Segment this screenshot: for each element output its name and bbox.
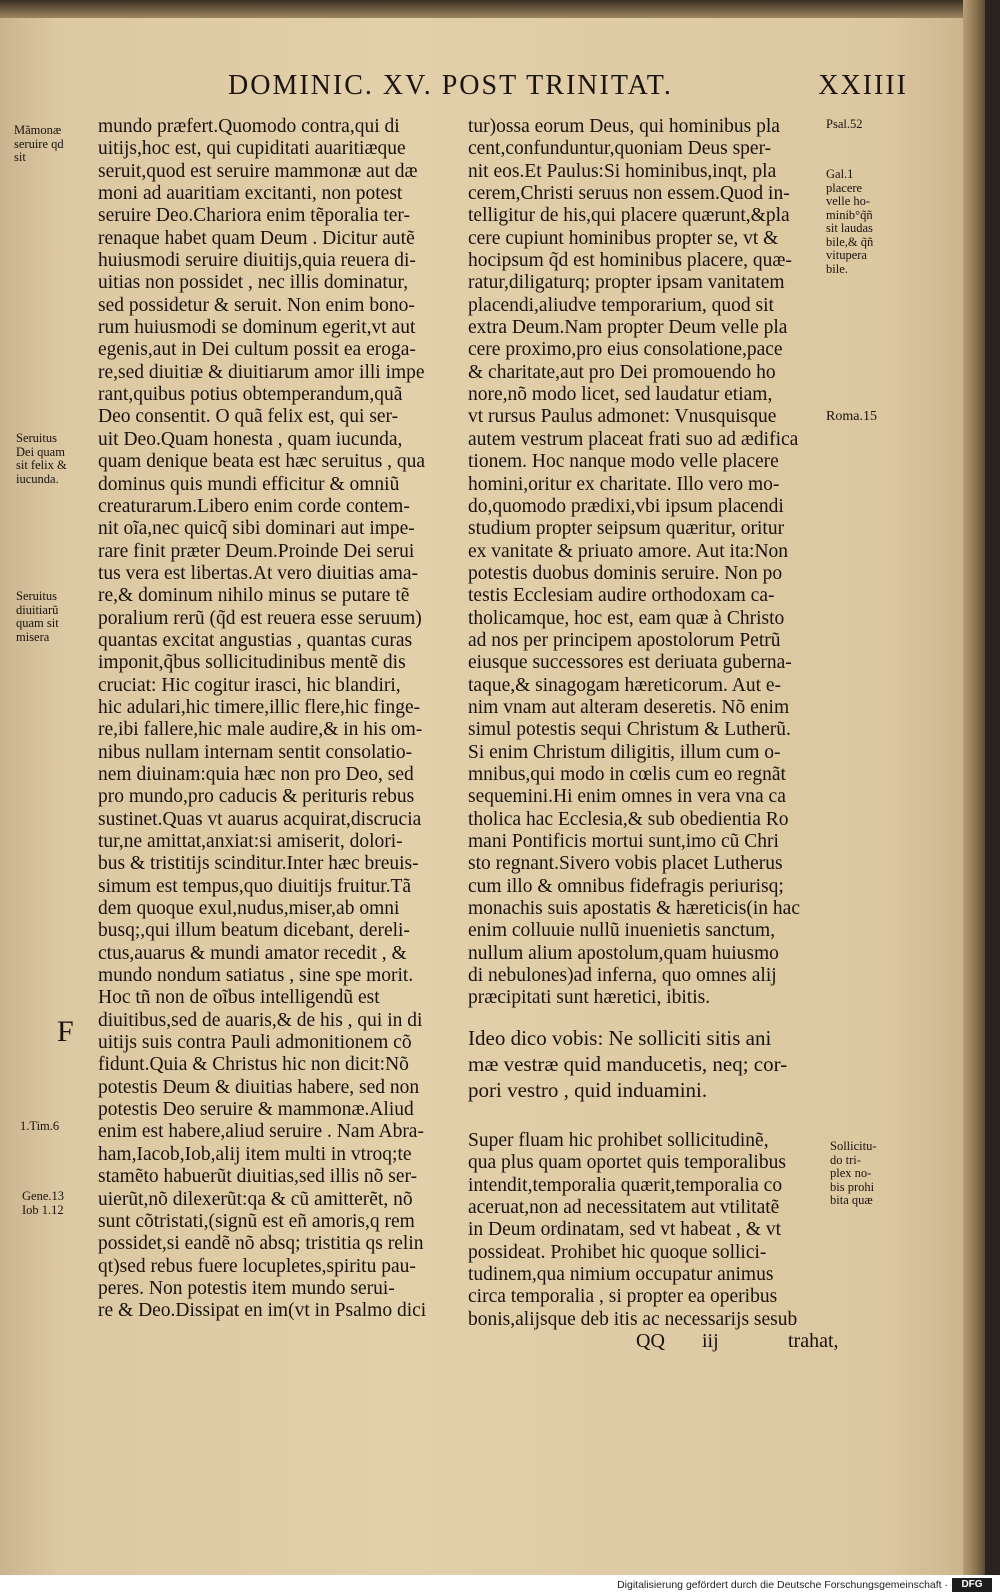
text-line: seruire Deo.Chariora enim tẽporalia ter- [98,205,411,227]
text-line: re,ibi fallere,hic male audire,& in his om- [98,719,423,741]
text-line: potestis Deo seruire & mammonæ.Aliud [98,1099,414,1121]
text-line: sto regnant.Sivero vobis placet Lutherus [468,853,783,875]
text-line: potestis Deum & diuitias habere, sed non [98,1076,420,1098]
text-line: sequemini.Hi enim omnes in vera vna ca [468,786,786,808]
page-edge [963,0,985,1575]
text-line: quam denique beata est hæc seruitus , qua [98,451,426,473]
text-line: mnibus,qui modo in cœlis cum eo regnãt [468,763,786,785]
text-line: qua plus quam oportet quis temporalibus [468,1152,786,1174]
text-line: enim colluuie nullũ inuenietis sanctum, [468,920,776,942]
running-title: DOMINIC. XV. POST TRINITAT. [228,70,673,101]
text-line: mani Pontificis mortui sunt,imo cũ Chri [468,831,779,852]
text-line: Hoc tñ non de oĩbus intelligendũ est [98,987,380,1009]
text-line: enim est habere,aliud seruire . Nam Abra- [98,1121,424,1143]
text-line: re,& dominum nihilo minus se putare tẽ [98,585,410,607]
text-line: rant,quibus potius obtemperandum,quã [98,384,403,406]
right-text-column-continued [468,1130,823,1331]
text-line: possidet,si eandẽ nõ absq; tristitia qs relin [98,1233,424,1255]
text-line: fidunt.Quia & Christus hic non dicit:Nõ [98,1054,409,1076]
text-line: imponit,q̃bus sollicitudinibus mentẽ dis [98,652,406,674]
text-line: uitijs suis contra Pauli admonitionem cõ [98,1032,412,1054]
text-line: ad nos per principem apostolorum Petrũ [468,629,781,651]
funding-credit: Digitalisierung gefördert durch die Deutsche Forschungsgemeinschaft · [617,1579,948,1591]
text-line: bonis,alijsque deb itis ac necessarijs sesub [468,1308,798,1330]
text-line: re,sed diuitiæ & diuitiarum amor illi impe [98,361,425,383]
text-line: dem quoque exul,nudus,miser,ab omni [98,898,400,920]
text-line: & charitate,aut pro Dei promouendo ho [468,361,776,383]
folio-number: XXIIII [818,70,908,101]
text-line: creaturarum.Libero enim corde contem- [98,495,410,517]
text-line: tholicamque, hoc est, eam quæ à Christo [468,607,785,629]
right-text-column [468,116,823,1010]
text-line: tur)ossa eorum Deus, qui hominibus pla [468,116,780,137]
text-line: præcipitati sunt hæretici, ibitis. [468,987,711,1009]
text-line: rum huiusmodi se dominum egerit,vt aut [98,317,416,339]
text-line: cruciat: Hic cogitur irasci, hic blandiri, [98,674,401,696]
text-line: uitijs,hoc est, qui cupiditati auaritiæque [98,138,406,160]
text-line: uit Deo.Quam honesta , quam iucunda, [98,428,403,450]
text-line: circa temporalia , si propter ea operibus [468,1286,778,1308]
text-line: vt rursus Paulus admonet: Vnusquisque [468,406,777,428]
left-text-column [98,116,448,1323]
margin-note-gal: Gal.1 placere velle ho- minib°q̃ñ sit laudas bile,& q̃ñ vitupera bile. [826,167,874,276]
text-line: rare finit præter Deum.Proinde Dei serui [98,540,415,562]
margin-note-gene: Gene.13 Iob 1.12 [22,1189,64,1217]
text-line: sunt cõtristati,(signũ est eñ amoris,q rem [98,1210,415,1232]
text-line: homini,oritur ex charitate. Illo vero mo- [468,473,780,495]
text-line: nem diuinam:quia hæc non pro Deo, sed [98,763,414,785]
signature-mark: QQ [636,1330,665,1352]
margin-note-seruitus-dei: Seruitus Dei quam sit felix & iucunda. [16,431,67,486]
text-line: mundo nondum satiatus , sine spe morit. [98,965,414,987]
text-line: hocipsum q̃d est hominibus placere, quæ- [468,250,792,272]
text-line: nore,nõ modo licet, sed laudatur etiam, [468,384,773,406]
text-line: tus vera est libertas.At vero diuitias ama- [98,562,419,584]
text-line: nullum alium apostolum,quam huiusmo [468,942,779,964]
text-line: ham,Iacob,Iob,alij item multi in vtroq;te [98,1143,412,1165]
text-line: testis Ecclesiam audire orthodoxam ca- [468,585,775,607]
text-line: cum illo & omnibus fidefragis periurisq; [468,875,784,897]
running-header [228,70,908,104]
page-top-edge [0,0,985,18]
text-line: huiusmodi seruire diuitijs,quia reuera di- [98,250,416,272]
text-line: egenis,aut in Dei cultum possit ea eroga- [98,339,416,361]
text-line: possideat. Prohibet hic quoque sollici- [468,1241,767,1263]
digitization-footer [0,1575,1000,1595]
text-line: simul potestis sequi Christum & Lutherũ. [468,719,791,741]
text-line: cere proximo,pro eius consolatione,pace [468,339,783,361]
catchword: trahat, [788,1330,839,1352]
section-letter: F [57,1015,74,1048]
text-line: ex vanitate & priuato amore. Aut ita:Non [468,540,789,562]
text-line: aceruat,non ad necessitatem aut vtilitatẽ [468,1197,780,1219]
text-line: Deo consentit. O quã felix est, qui ser- [98,406,399,428]
text-line: peres. Non potestis item mundo serui- [98,1277,395,1299]
text-line: tudinem,qua nimium occupatur animus [468,1264,774,1286]
text-line: monachis suis apostatis & hæreticis(in hac [468,898,800,920]
text-line: ctus,auarus & mundi amator recedit , & [98,942,407,964]
text-line: placendi,aliudve temporarium, quod sit [468,294,774,316]
text-line: Super fluam hic prohibet sollicitudinẽ, [468,1130,769,1151]
text-line: sed possidetur & seruit. Non enim bono- [98,294,415,316]
text-line: bus & tristitijs scinditur.Inter hæc breuis- [98,853,419,875]
text-line: telligitur de his,qui placere quærunt,&pla [468,205,790,227]
text-line: uierũt,nõ dilexerũt:qa & cũ amitterẽt, nõ [98,1188,413,1210]
text-line: autem vestrum placeat frati suo ad ædifica [468,428,799,450]
margin-note-sollicitudo: Sollicitu- do tri- plex no- bis prohi bita quæ [830,1139,877,1207]
margin-note-mamonae: Mãmonæ seruire qd sit [14,123,64,164]
margin-note-roma: Roma.15 [826,409,877,424]
text-line: renaque habet quam Deum . Dicitur autẽ [98,227,415,249]
text-line: tionem. Hoc nanque modo velle placere [468,451,779,473]
text-line: in Deum ordinatam, sed vt habeat , & vt [468,1219,782,1241]
text-line: moni ad auaritiam excitanti, non potest [98,183,403,205]
text-line: mundo præfert.Quomodo contra,qui di [98,116,400,137]
gospel-verse-heading: Ideo dico vobis: Ne solliciti sitis ani mæ vestræ quid manducetis, neq; cor- pori vestro , quid induamini. [468,1026,788,1102]
text-line: nit eos.Et Paulus:Si hominibus,inqt, pla [468,160,777,182]
dfg-logo: DFG [952,1578,992,1592]
text-line: pro mundo,pro caducis & perituris rebus [98,786,415,808]
text-line: cent,confunduntur,quoniam Deus sper- [468,138,772,160]
text-line: Si enim Christum diligitis, illum cum o- [468,741,781,763]
text-line: cere cupiunt hominibus propter se, vt & [468,227,779,249]
text-line: diuitibus,sed de auaris,& de his , qui in di [98,1009,423,1031]
signature-number: iij [702,1330,719,1352]
text-line: extra Deum.Nam propter Deum velle pla [468,317,788,339]
text-line: stamẽto habuerũt diuitias,sed illis nõ ser- [98,1166,418,1188]
text-line: seruit,quod est seruire mammonæ aut dæ [98,160,418,182]
text-line: poralium rerũ (q̃d est reuera esse seruum) [98,607,422,629]
text-line: eiusque successores est deriuata guberna- [468,652,792,674]
text-line: cerem,Christi seruus non essem.Quod in- [468,183,790,205]
text-line: intendit,temporalia quærit,temporalia co [468,1174,783,1196]
text-line: qt)sed rebus fuere locupletes,spiritu pau- [98,1255,416,1277]
text-line: sustinet.Quas vt auarus acquirat,discrucia [98,808,422,830]
margin-note-seruitus-diuitiarum: Seruitus diuitiarũ quam sit misera [16,589,59,644]
text-line: di nebulones)ad inferna, quo omnes alij [468,965,777,987]
margin-note-psal: Psal.52 [826,117,863,131]
text-line: taque,& sinagogam hæreticorum. Aut e- [468,674,782,696]
text-line: tholica hac Ecclesia,& sub obedientia Ro [468,808,789,830]
text-line: studium propter seipsum quæritur, oritur [468,518,785,540]
text-line: uitias non possidet , nec illis dominatur, [98,272,409,294]
text-line: dominus quis mundi efficitur & omniũ [98,473,400,495]
text-line: nim vnam aut alteram deseretis. Nõ enim [468,696,790,718]
text-line: re & Deo.Dissipat en im(vt in Psalmo dici [98,1300,427,1322]
text-line: quantas excitat angustias , quantas curas [98,629,413,651]
text-line: potestis duobus dominis seruire. Non po [468,562,783,584]
margin-note-tim: 1.Tim.6 [20,1119,60,1133]
text-line: tur,ne amittat,anxiat:si amiserit, dolori- [98,831,403,852]
text-line: do,quomodo prædixi,vbi ipsum placendi [468,495,784,517]
text-line: nit oĩa,nec quicq̃ sibi dominari aut impe- [98,518,415,540]
text-line: busq;,qui illum beatum dicebant, dereli- [98,920,410,942]
text-line: nibus nullam internam sentit consolatio- [98,741,413,763]
text-line: simum est tempus,quo diuitijs fruitur.Tã [98,875,412,897]
text-line: ratur,diligaturq; propter ipsam vanitatem [468,272,785,294]
text-line: hic adulari,hic timere,illic flere,hic finge- [98,696,421,718]
